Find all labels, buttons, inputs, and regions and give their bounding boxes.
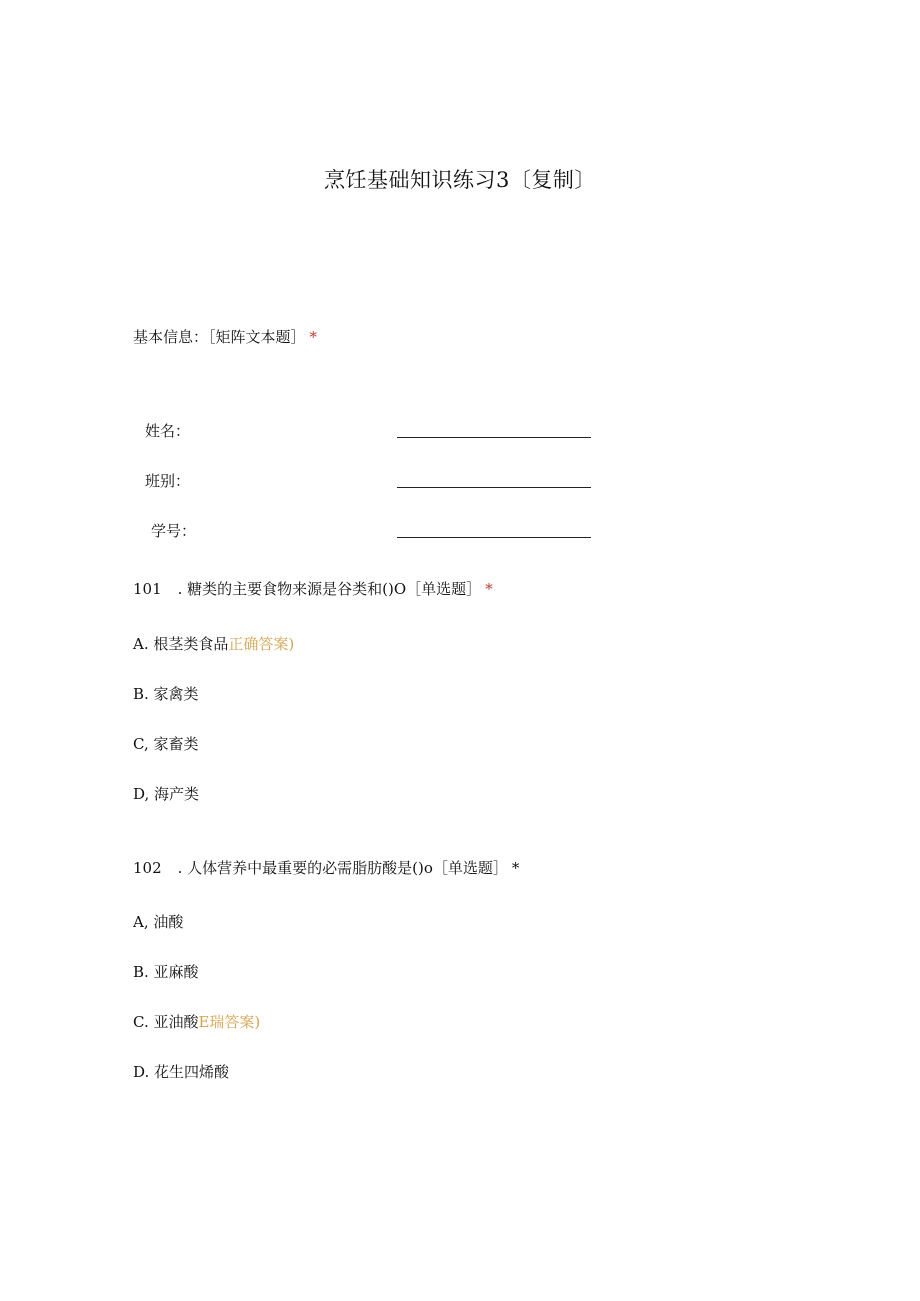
option-text: B. 家禽类: [133, 685, 199, 703]
question-number: 101: [133, 580, 162, 598]
document-title: 烹饪基础知识练习3〔复制〕: [324, 168, 596, 192]
field-label-student-id: 学号：: [151, 522, 197, 540]
student-id-input-line[interactable]: [397, 537, 591, 538]
option-101-c[interactable]: [133, 734, 198, 754]
option-text: C. 亚油酸: [133, 1013, 199, 1031]
required-star: *: [309, 328, 318, 346]
info-section-label: 基本信息：［矩阵文本题］: [133, 328, 306, 346]
info-section-heading: [133, 327, 317, 347]
question-102: [133, 858, 519, 878]
option-text: A, 油酸: [133, 913, 184, 931]
option-text: A. 根茎类食品: [133, 635, 229, 653]
question-text: . 糖类的主要食物来源是谷类和()O［单选题］: [177, 580, 482, 598]
question-number: 102: [133, 859, 162, 877]
field-label-class: 班别：: [145, 472, 191, 490]
question-text: . 人体营养中最重要的必需脂肪酸是()o［单选题］: [177, 859, 508, 877]
option-102-a[interactable]: [133, 912, 183, 932]
correct-answer-note: E瑞答案): [198, 1013, 261, 1031]
option-101-a[interactable]: [133, 634, 294, 654]
option-text: D, 海产类: [133, 785, 200, 803]
option-102-d[interactable]: [133, 1062, 229, 1082]
field-label-name: 姓名：: [145, 422, 191, 440]
name-input-line[interactable]: [397, 437, 591, 438]
required-star: *: [485, 580, 493, 598]
option-101-d[interactable]: [133, 784, 199, 804]
option-text: B. 亚麻酸: [133, 963, 199, 981]
class-input-line[interactable]: [397, 487, 591, 488]
required-star: *: [511, 859, 520, 877]
option-102-b[interactable]: [133, 962, 199, 982]
question-101: [133, 579, 493, 599]
option-101-b[interactable]: [133, 684, 199, 704]
option-text: C, 家畜类: [133, 735, 199, 753]
option-102-c[interactable]: [133, 1012, 260, 1032]
option-text: D. 花生四烯酸: [133, 1063, 230, 1081]
correct-answer-note: 正确答案): [228, 635, 295, 653]
